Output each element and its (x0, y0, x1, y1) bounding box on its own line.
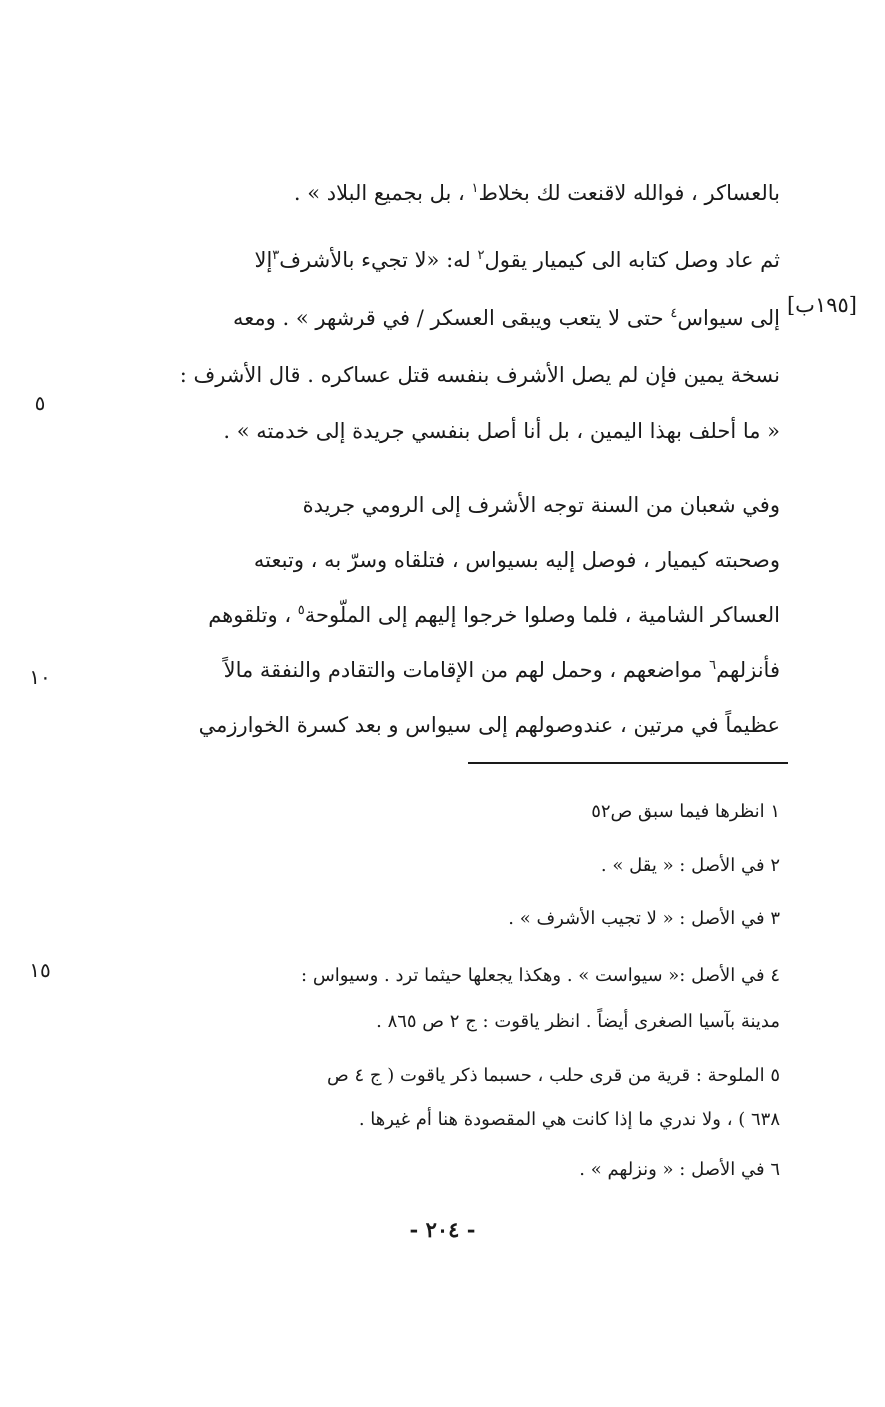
footnote-5: ٥ الملوحة : قرية من قرى حلب ، حسبما ذكر ياقوت ( ج ٤ ص (327, 1065, 780, 1086)
body-line-6-text: وفي شعبان من السنة توجه الأشرف إلى الرومي جريدة (302, 493, 780, 517)
footnote-ref-6: ٦ (709, 658, 717, 673)
footnote-6: ٦ في الأصل : « ونزلهم » . (579, 1159, 780, 1180)
body-line-9-tail: مواضعهم ، وحمل لهم من الإقامات والتقادم والنفقة مالاً (223, 658, 710, 682)
body-line-1-text: بالعساكر ، فوالله لاقنعت لك بخلاط (478, 181, 780, 205)
body-line-6 (100, 490, 780, 520)
body-line-8-tail: ، وتلقوهم (208, 603, 298, 627)
body-line-10-text: عظيماً في مرتين ، عندوصولهم إلى سيواس و بعد كسرة الخوارزمي (198, 713, 780, 737)
footnote-4: ٤ في الأصل :« سيواست » . وهكذا يجعلها حيثما ترد . وسيواس : (301, 965, 780, 986)
body-line-1 (100, 178, 780, 208)
body-line-9 (100, 655, 780, 685)
body-line-8 (100, 600, 780, 630)
body-line-2-tail2: إلا (254, 248, 273, 272)
footnote-ref-4: ٤ (670, 306, 678, 321)
footnote-1: ١ انظرها فيما سبق ص٥٢ (591, 801, 780, 822)
footnote-ref-5: ٥ (297, 603, 305, 618)
footnote-3: ٣ في الأصل : « لا تجيب الأشرف » . (508, 908, 780, 929)
body-line-4 (100, 360, 780, 390)
page-number: - ٢٠٤ - (409, 1217, 476, 1242)
line-number-5: ٥ (34, 391, 46, 415)
footnote-ref-3: ٣ (272, 248, 280, 263)
body-line-2-text: ثم عاد وصل كتابه الى كيميار يقول (484, 248, 780, 272)
footnote-rule (468, 762, 788, 764)
body-line-8-text: العساكر الشامية ، فلما وصلوا خرجوا إليهم إلى الملّوحة (304, 603, 780, 627)
body-line-2-tail: له: «لا تجيء بالأشرف (279, 248, 478, 272)
body-line-7 (100, 545, 780, 575)
footnote-ref-1: ١ (471, 181, 479, 196)
body-line-5 (100, 416, 780, 446)
footnote-4-cont: مدينة بآسيا الصغرى أيضاً . انظر ياقوت : ج ٢ ص ٨٦٥ . (376, 1011, 780, 1032)
body-line-3 (100, 303, 780, 333)
footnote-2: ٢ في الأصل : « يقل » . (600, 855, 780, 876)
body-line-5-text: « ما أحلف بهذا اليمين ، بل أنا أصل بنفسي جريدة إلى خدمته » . (223, 419, 780, 443)
body-line-9-text: فأنزلهم (716, 658, 780, 682)
body-line-4-text: نسخة يمين فإن لم يصل الأشرف بنفسه قتل عساكره . قال الأشرف : (179, 363, 780, 387)
body-line-3-text: إلى سيواس (677, 306, 780, 330)
body-line-1-tail: ، بل بجميع البلاد » . (293, 181, 472, 205)
body-line-7-text: وصحبته كيميار ، فوصل إليه بسيواس ، فتلقاه وسرّ به ، وتبعته (253, 548, 780, 572)
folio-marker: [١٩٥ب] (786, 293, 857, 317)
line-number-10: ١٠ (29, 665, 51, 689)
footnote-5-cont: ٦٣٨ ) ، ولا ندري ما إذا كانت هي المقصودة هنا أم غيرها . (358, 1109, 780, 1130)
body-line-3-tail: حتى لا يتعب ويبقى العسكر / في قرشهر » . ومعه (233, 306, 671, 330)
body-line-2 (100, 245, 780, 275)
body-line-10 (100, 710, 780, 740)
line-number-15: ١٥ (29, 958, 51, 982)
footnote-ref-2: ٢ (477, 248, 485, 263)
